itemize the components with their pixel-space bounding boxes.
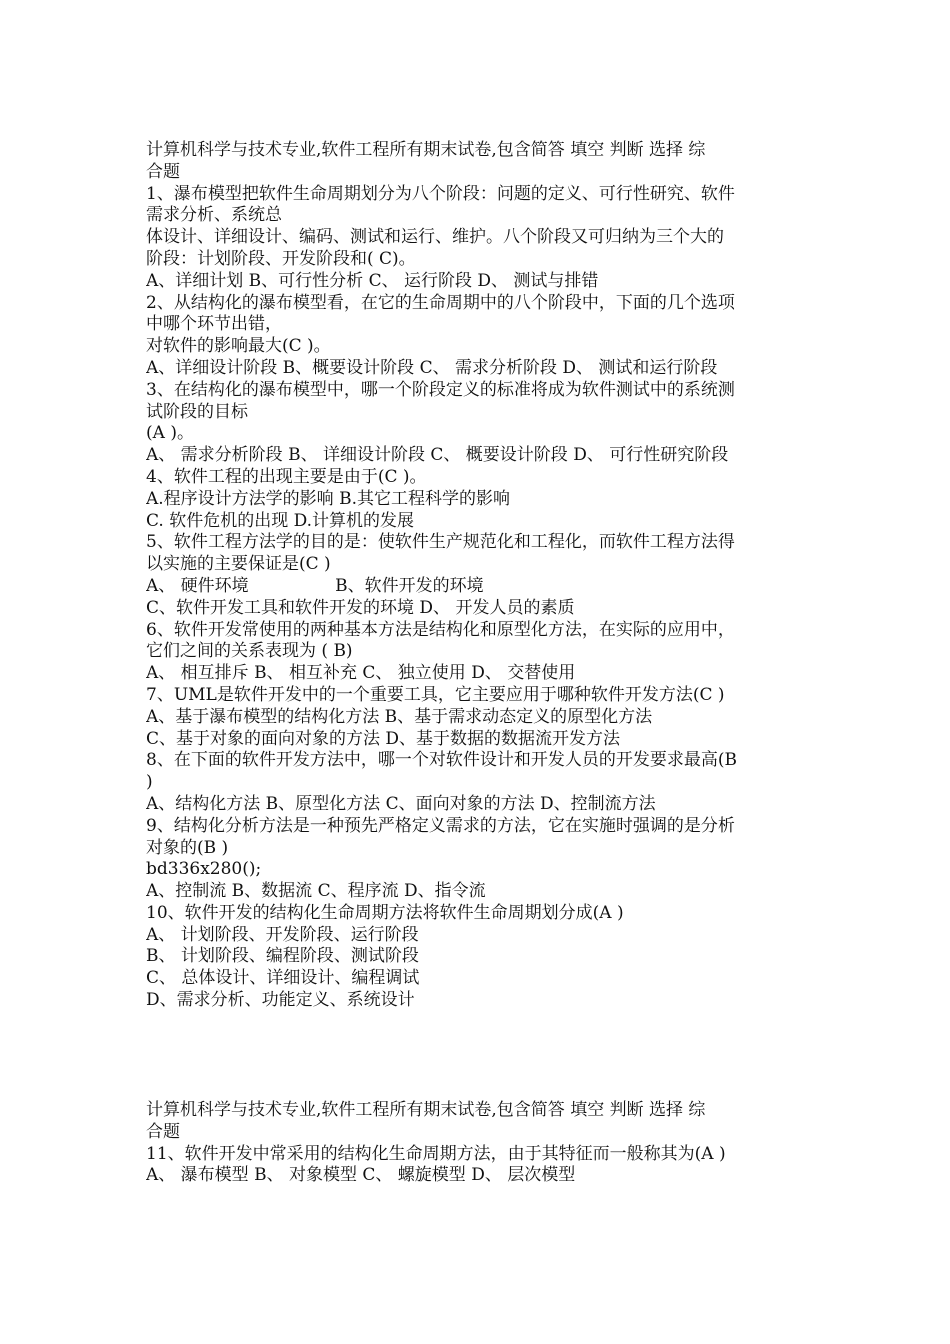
question-1-line: 体设计、详细设计、编码、测试和运行、维护。八个阶段又可归纳为三个大的 xyxy=(146,227,724,248)
question-7-line: 7、UML是软件开发中的一个重要工具，它主要应用于哪种软件开发方法(C ) xyxy=(146,684,725,705)
stray-code-line: bd336x280(); xyxy=(146,859,262,880)
question-6-line: 6、软件开发常使用的两种基本方法是结构化和原型化方法，在实际的应用中， xyxy=(146,619,735,640)
question-2-line: 2、从结构化的瀑布模型看，在它的生命周期中的八个阶段中，下面的几个选项 xyxy=(146,292,735,313)
question-5-options: C、软件开发工具和软件开发的环境 D、 开发人员的素质 xyxy=(146,597,575,618)
question-5-line: 5、软件工程方法学的目的是：使软件生产规范化和工程化，而软件工程方法得 xyxy=(146,532,735,553)
question-2-options: A、详细设计阶段 B、概要设计阶段 C、 需求分析阶段 D、 测试和运行阶段 xyxy=(146,357,718,378)
question-9-line: 9、结构化分析方法是一种预先严格定义需求的方法，它在实施时强调的是分析 xyxy=(146,815,735,836)
question-5-options: A、 硬件环境 B、软件开发的环境 xyxy=(146,575,484,596)
question-4-line: 4、软件工程的出现主要是由于(C )。 xyxy=(146,466,427,487)
question-11-line: 11、软件开发中常采用的结构化生命周期方法，由于其特征而一般称其为(A ) xyxy=(146,1143,726,1164)
header-line-continuation: 合题 xyxy=(146,161,180,182)
question-10-option-b: B、 计划阶段、编程阶段、测试阶段 xyxy=(146,946,419,967)
question-2-line: 对软件的影响最大(C )。 xyxy=(146,336,331,357)
question-4-options: C. 软件危机的出现 D.计算机的发展 xyxy=(146,510,415,531)
question-3-line: (A )。 xyxy=(146,423,194,444)
question-1-line: 1、瀑布模型把软件生命周期划分为八个阶段：问题的定义、可行性研究、软件 xyxy=(146,183,735,204)
question-3-options: A、 需求分析阶段 B、 详细设计阶段 C、 概要设计阶段 D、 可行性研究阶段 xyxy=(146,445,729,466)
page-1-text-block xyxy=(146,140,810,1012)
header-line: 计算机科学与技术专业,软件工程所有期末试卷,包含简答 填空 判断 选择 综 xyxy=(146,1100,706,1120)
page-2-text-block xyxy=(146,1100,810,1187)
question-10-option-c: C、 总体设计、详细设计、编程调试 xyxy=(146,968,420,989)
question-10-option-d: D、需求分析、功能定义、系统设计 xyxy=(146,990,415,1011)
question-8-options: A、结构化方法 B、原型化方法 C、面向对象的方法 D、控制流方法 xyxy=(146,793,656,814)
question-7-options: A、基于瀑布模型的结构化方法 B、基于需求动态定义的原型化方法 xyxy=(146,706,653,727)
question-6-options: A、 相互排斥 B、 相互补充 C、 独立使用 D、 交替使用 xyxy=(146,663,576,684)
question-3-line: 3、在结构化的瀑布模型中，哪一个阶段定义的标准将成为软件测试中的系统测 xyxy=(146,379,735,400)
question-8-line: ) xyxy=(146,772,153,793)
question-8-line: 8、在下面的软件开发方法中，哪一个对软件设计和开发人员的开发要求最高(B xyxy=(146,750,737,771)
question-10-line: 10、软件开发的结构化生命周期方法将软件生命周期划分成(A ) xyxy=(146,902,624,923)
header-line: 计算机科学与技术专业,软件工程所有期末试卷,包含简答 填空 判断 选择 综 xyxy=(146,140,706,160)
question-9-options: A、控制流 B、数据流 C、程序流 D、指令流 xyxy=(146,881,486,902)
question-9-line: 对象的(B ) xyxy=(146,837,229,858)
question-1-options: A、详细计划 B、可行性分析 C、 运行阶段 D、 测试与排错 xyxy=(146,270,599,291)
question-11-options: A、 瀑布模型 B、 对象模型 C、 螺旋模型 D、 层次模型 xyxy=(146,1165,576,1186)
question-6-line: 它们之间的关系表现为 ( B) xyxy=(146,641,353,662)
question-3-line: 试阶段的目标 xyxy=(146,401,248,422)
question-7-options: C、基于对象的面向对象的方法 D、基于数据的数据流开发方法 xyxy=(146,728,621,749)
question-1-line: 阶段：计划阶段、开发阶段和( C)。 xyxy=(146,248,416,269)
question-1-line: 需求分析、系统总 xyxy=(146,205,282,226)
header-line-continuation: 合题 xyxy=(146,1121,180,1142)
question-5-line: 以实施的主要保证是(C ) xyxy=(146,554,331,575)
question-2-line: 中哪个环节出错， xyxy=(146,314,282,335)
question-4-options: A.程序设计方法学的影响 B.其它工程科学的影响 xyxy=(146,488,510,509)
question-10-option-a: A、 计划阶段、开发阶段、运行阶段 xyxy=(146,924,419,945)
